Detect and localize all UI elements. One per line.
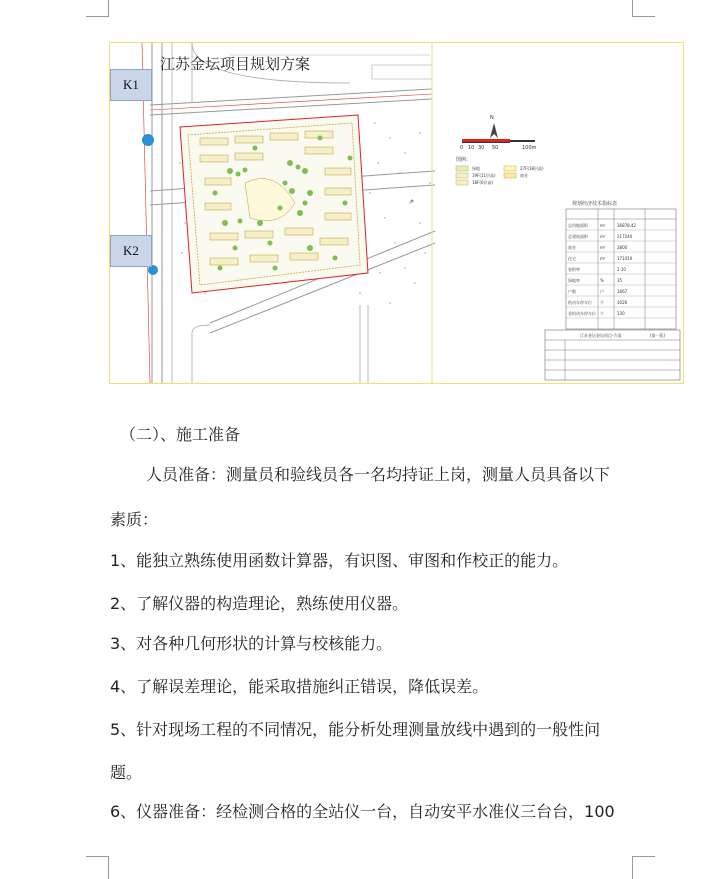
indicator-cell: 户数 (568, 289, 576, 294)
indicator-cell: 130 (617, 311, 625, 316)
indicator-cell: 1667 (617, 289, 628, 294)
list-item-5-continued: 题。 (110, 763, 143, 782)
scale-label-30: 30 (478, 145, 485, 151)
crop-mark-top-left (86, 0, 109, 17)
indicator-cell: 绿地率 (568, 278, 580, 283)
scale-label-10: 10 (468, 145, 475, 151)
indicator-cell: 171410 (617, 256, 633, 261)
legend-title: 图例： (456, 157, 472, 163)
indicator-cell: m² (600, 256, 606, 261)
indicator-cell: 住宅 (568, 256, 576, 261)
north-label: N (490, 115, 494, 121)
section-heading: （二）、施工准备 (120, 425, 241, 444)
indicator-cell: 36878.42 (617, 223, 637, 228)
indicator-cell: 容积率 (568, 267, 580, 272)
marker-k2: K2 (110, 235, 152, 267)
list-item-2: 2、了解仪器的构造理论，熟练使用仪器。 (110, 594, 409, 613)
indicator-cell: 1026 (617, 300, 628, 305)
indicator-cell: 个 (600, 311, 604, 316)
staff-paragraph-line1: 人员准备：测量员和验线员各一名均持证上岗，测量人员具备以下 (146, 465, 611, 484)
indicator-cell: 户 (600, 289, 604, 294)
indicator-cell: m² (600, 223, 606, 228)
legend-item-4: 27F(18层高) (520, 166, 544, 171)
list-item-4: 4、了解误差理论，能采取措施纠正错误，降低误差。 (110, 677, 489, 696)
crop-mark-bottom-left (86, 856, 109, 879)
staff-paragraph-line2: 素质： (110, 510, 159, 529)
indicator-cell: 3800 (617, 245, 628, 250)
indicator-cell: 2.10 (617, 267, 626, 272)
title-block-version: (第一版) (650, 333, 666, 338)
indicator-cell: 机动车停车位 (568, 300, 592, 305)
crop-mark-bottom-right (632, 856, 655, 879)
indicator-cell: 商业 (568, 245, 576, 250)
list-item-5: 5、针对现场工程的不同情况，能分析处理测量放线中遇到的一般性问 (110, 720, 601, 739)
figure-title: 江苏金坛项目规划方案 (160, 55, 311, 73)
indicator-cell: % (600, 278, 604, 283)
scale-label-50: 50 (492, 145, 499, 151)
indicator-title: 规划经济技术指标表 (572, 201, 618, 207)
scale-label-100m: 100m (522, 145, 537, 151)
crop-mark-top-right (632, 0, 655, 17)
indicator-cell: m² (600, 245, 606, 250)
marker-k1: K1 (110, 69, 152, 101)
indicator-cell: 总建筑面积 (568, 234, 588, 239)
indicator-cell: 非机动车停车位 (568, 311, 596, 316)
indicator-cell: 个 (600, 300, 604, 305)
indicator-cell: 35 (617, 278, 623, 283)
indicator-cell: 总用地面积 (568, 223, 588, 228)
title-block-project: 江苏金坛金坛项目-方案 (580, 333, 622, 338)
legend-item-5: 商业 (520, 173, 528, 178)
site-plan-figure (109, 42, 684, 384)
list-item-6: 6、仪器准备：经检测合格的全站仪一台，自动安平水准仪三台台，100 (110, 802, 615, 821)
scale-label-0: 0 (460, 145, 464, 151)
indicator-cell: 217240 (617, 234, 633, 239)
list-item-1: 1、能独立熟练使用函数计算器，有识图、审图和作校正的能力。 (110, 551, 569, 570)
indicator-cell: m² (600, 234, 606, 239)
site-plan-drawing (110, 43, 683, 383)
list-item-3: 3、对各种几何形状的计算与校核能力。 (110, 634, 393, 653)
legend-item-2: 19F(11层高) (472, 173, 496, 178)
legend-item-1: 绿地 (472, 166, 480, 171)
legend-item-3: 18F(6层高) (472, 180, 494, 185)
